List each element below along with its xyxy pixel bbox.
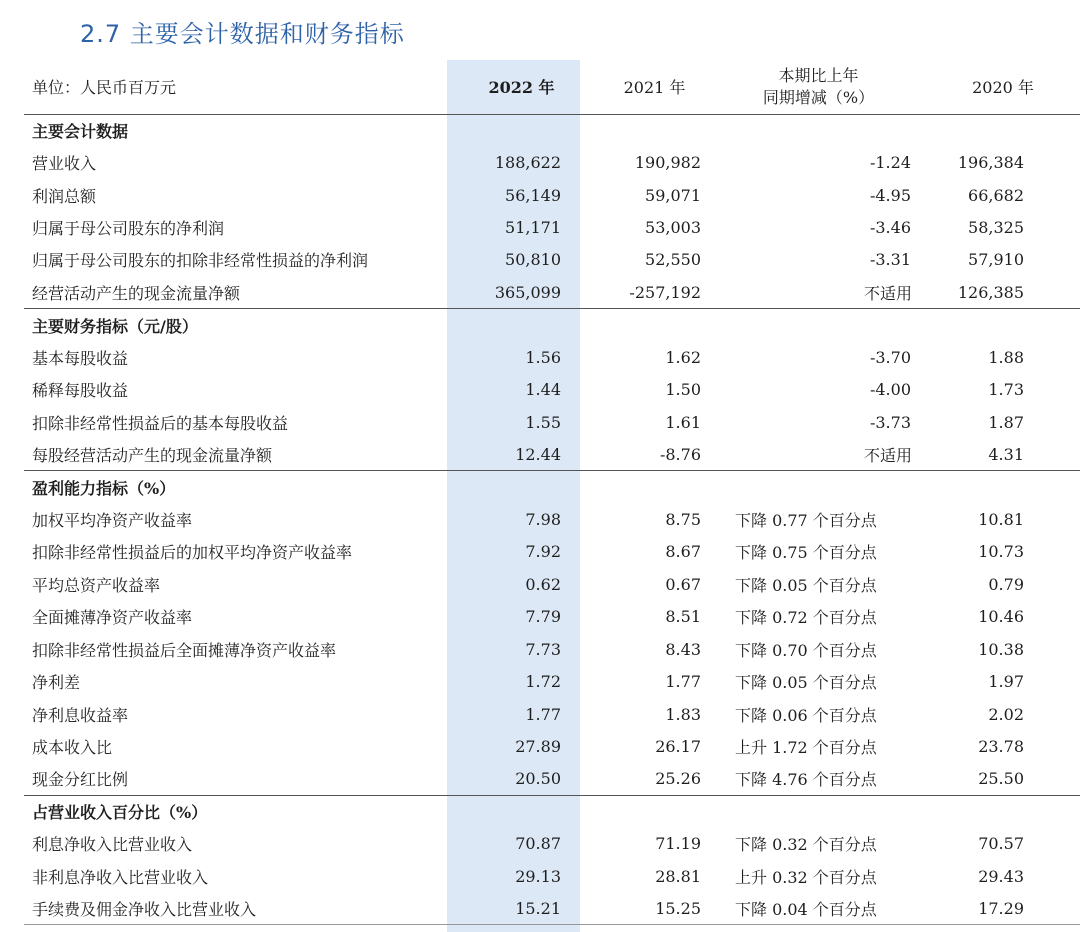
column-header-2021: 2021 年 <box>588 60 721 114</box>
value-2021: 8.51 <box>665 607 701 627</box>
value-2022: 7.98 <box>525 509 561 529</box>
row-label: 归属于母公司股东的净利润 <box>32 219 225 239</box>
value-2020: 10.81 <box>978 509 1024 529</box>
value-2021: 59,071 <box>645 185 701 205</box>
change-header-line2: 同期增减（%） <box>762 87 875 107</box>
value-change: 下降 0.05 个百分点 <box>735 575 877 595</box>
value-2020: 10.46 <box>978 607 1024 627</box>
row-label: 净利息收益率 <box>32 705 129 725</box>
value-change: 下降 0.72 个百分点 <box>735 608 877 628</box>
empty-cell <box>916 114 1080 146</box>
empty-cell <box>721 795 916 827</box>
value-2022: 365,099 <box>494 282 561 302</box>
value-2022: 1.55 <box>525 412 561 432</box>
row-label: 成本收入比 <box>32 738 113 758</box>
value-2020: 23.78 <box>978 737 1024 757</box>
empty-cell <box>455 471 588 503</box>
value-2020: 66,682 <box>968 185 1024 205</box>
value-2021: 71.19 <box>655 834 701 854</box>
empty-cell <box>721 114 916 146</box>
section-header-row <box>24 795 1080 827</box>
value-2020: 1.87 <box>988 412 1024 432</box>
value-2020: 10.38 <box>978 639 1024 659</box>
value-2020: 70.57 <box>978 834 1024 854</box>
value-2020: 1.97 <box>988 672 1024 692</box>
value-2020: 25.50 <box>978 769 1024 789</box>
row-label: 全面摊薄净资产收益率 <box>32 608 193 628</box>
financial-indicators-table <box>24 60 1080 925</box>
value-2021: 15.25 <box>588 893 721 925</box>
row-label: 每股经营活动产生的现金流量净额 <box>32 445 273 465</box>
table-row <box>24 179 1080 211</box>
value-2020: 126,385 <box>957 282 1024 302</box>
value-2021: 1.62 <box>665 347 701 367</box>
value-2022: 51,171 <box>505 218 561 238</box>
value-2021: 8.67 <box>665 542 701 562</box>
value-2022: 1.77 <box>525 704 561 724</box>
section-header-row <box>24 471 1080 503</box>
empty-cell <box>588 114 721 146</box>
section-header-row <box>24 114 1080 146</box>
empty-cell <box>916 471 1080 503</box>
value-2020: 29.43 <box>978 866 1024 886</box>
value-change: 下降 0.77 个百分点 <box>735 510 877 530</box>
value-2022: 12.44 <box>515 444 561 464</box>
value-2022: 56,149 <box>505 185 561 205</box>
value-2021: -8.76 <box>659 444 701 464</box>
value-2020: 2.02 <box>988 704 1024 724</box>
value-2022: 0.62 <box>525 574 561 594</box>
value-2021: 1.83 <box>665 704 701 724</box>
table-row <box>24 244 1080 276</box>
value-change: -3.31 <box>869 250 911 270</box>
row-label: 现金分红比例 <box>32 770 129 790</box>
table-row <box>24 503 1080 535</box>
table-row <box>24 374 1080 406</box>
table-header-row <box>24 60 1080 114</box>
empty-cell <box>588 471 721 503</box>
row-label: 经营活动产生的现金流量净额 <box>32 283 241 303</box>
table-row <box>24 211 1080 243</box>
value-change: 下降 4.76 个百分点 <box>735 770 877 790</box>
value-2021: 8.43 <box>665 639 701 659</box>
value-2020: 196,384 <box>957 153 1024 173</box>
row-label: 净利差 <box>32 673 81 693</box>
value-2022: 15.21 <box>455 893 588 925</box>
value-change: 上升 0.32 个百分点 <box>735 867 877 887</box>
value-change: -4.00 <box>869 380 911 400</box>
table-row <box>24 860 1080 892</box>
column-header-2022: 2022 年 <box>455 60 588 114</box>
value-change: 下降 0.32 个百分点 <box>735 835 877 855</box>
value-2021: 25.26 <box>655 769 701 789</box>
value-change: 不适用 <box>863 445 912 465</box>
table-row <box>24 893 1080 925</box>
value-2022: 7.73 <box>525 639 561 659</box>
section-header-row <box>24 309 1080 341</box>
value-change: 上升 1.72 个百分点 <box>735 738 877 758</box>
table-row <box>24 665 1080 697</box>
table-row <box>24 146 1080 178</box>
value-2021: -257,192 <box>629 282 701 302</box>
value-2022: 1.72 <box>525 672 561 692</box>
table-row <box>24 536 1080 568</box>
value-2021: 190,982 <box>634 153 701 173</box>
value-2020: 17.29 <box>916 893 1080 925</box>
empty-cell <box>455 309 588 341</box>
value-2021: 1.50 <box>665 380 701 400</box>
value-change: -4.95 <box>869 185 911 205</box>
value-change: -1.24 <box>869 153 911 173</box>
value-change: 不适用 <box>863 283 912 303</box>
value-2022: 7.92 <box>525 542 561 562</box>
value-2022: 188,622 <box>494 153 561 173</box>
row-label: 扣除非经常性损益后全面摊薄净资产收益率 <box>32 640 337 660</box>
empty-cell <box>455 795 588 827</box>
value-2021: 1.61 <box>665 412 701 432</box>
value-2021: 28.81 <box>655 866 701 886</box>
value-2020: 57,910 <box>968 250 1024 270</box>
table-row <box>24 438 1080 470</box>
table-row <box>24 698 1080 730</box>
empty-cell <box>721 309 916 341</box>
table-row <box>24 568 1080 600</box>
row-label: 利润总额 <box>32 186 97 206</box>
value-2021: 0.67 <box>665 574 701 594</box>
row-label: 扣除非经常性损益后的基本每股收益 <box>32 413 289 433</box>
value-change: 下降 0.05 个百分点 <box>735 673 877 693</box>
table-body <box>24 114 1080 925</box>
value-2021: 8.75 <box>665 509 701 529</box>
value-change: -3.70 <box>869 347 911 367</box>
section-title: 2.7 主要会计数据和财务指标 <box>80 20 405 48</box>
table-row <box>24 730 1080 762</box>
section-heading: 占营业收入百分比（%） <box>24 795 455 827</box>
section-heading: 主要会计数据 <box>32 121 129 141</box>
value-2022: 50,810 <box>505 250 561 270</box>
empty-cell <box>588 795 721 827</box>
empty-cell <box>916 309 1080 341</box>
row-label: 手续费及佣金净收入比营业收入 <box>24 893 455 925</box>
empty-cell <box>588 309 721 341</box>
value-2022: 7.79 <box>525 607 561 627</box>
value-2020: 0.79 <box>988 574 1024 594</box>
value-2021: 53,003 <box>645 218 701 238</box>
value-2022: 27.89 <box>515 737 561 757</box>
empty-cell <box>721 471 916 503</box>
row-label: 营业收入 <box>32 154 97 174</box>
value-change: -3.73 <box>869 412 911 432</box>
value-2020: 4.31 <box>988 444 1024 464</box>
row-label: 归属于母公司股东的扣除非经常性损益的净利润 <box>32 251 369 271</box>
table-row <box>24 633 1080 665</box>
value-change: 下降 0.75 个百分点 <box>735 543 877 563</box>
column-header-change <box>721 60 916 114</box>
value-change: 下降 0.06 个百分点 <box>735 705 877 725</box>
row-label: 非利息净收入比营业收入 <box>32 867 209 887</box>
value-2020: 1.88 <box>988 347 1024 367</box>
column-header-2020: 2020 年 <box>916 60 1080 114</box>
value-change: 下降 0.04 个百分点 <box>721 893 916 925</box>
value-2021: 52,550 <box>645 250 701 270</box>
value-change: -3.46 <box>869 218 911 238</box>
section-heading: 主要财务指标（元/股） <box>24 309 455 341</box>
value-2020: 1.73 <box>988 380 1024 400</box>
unit-label: 单位：人民币百万元 <box>24 60 455 114</box>
table-row <box>24 601 1080 633</box>
value-2022: 29.13 <box>515 866 561 886</box>
table-row <box>24 763 1080 795</box>
table-row <box>24 406 1080 438</box>
value-2022: 1.44 <box>525 380 561 400</box>
value-2021: 26.17 <box>655 737 701 757</box>
row-label: 平均总资产收益率 <box>32 575 161 595</box>
table-row <box>24 276 1080 308</box>
section-heading: 盈利能力指标（%） <box>24 471 455 503</box>
value-2022: 20.50 <box>515 769 561 789</box>
row-label: 基本每股收益 <box>32 348 129 368</box>
value-2022: 70.87 <box>515 834 561 854</box>
row-label: 扣除非经常性损益后的加权平均净资产收益率 <box>32 543 353 563</box>
table-row <box>24 341 1080 373</box>
change-header-line1: 本期比上年 <box>778 65 859 85</box>
value-2022: 1.56 <box>525 347 561 367</box>
row-label: 利息净收入比营业收入 <box>32 835 193 855</box>
value-2020: 58,325 <box>968 218 1024 238</box>
row-label: 加权平均净资产收益率 <box>32 510 193 530</box>
value-2020: 10.73 <box>978 542 1024 562</box>
value-2021: 1.77 <box>665 672 701 692</box>
table-row <box>24 828 1080 860</box>
empty-cell <box>916 795 1080 827</box>
empty-cell <box>455 114 588 146</box>
value-change: 下降 0.70 个百分点 <box>735 640 877 660</box>
row-label: 稀释每股收益 <box>32 381 129 401</box>
